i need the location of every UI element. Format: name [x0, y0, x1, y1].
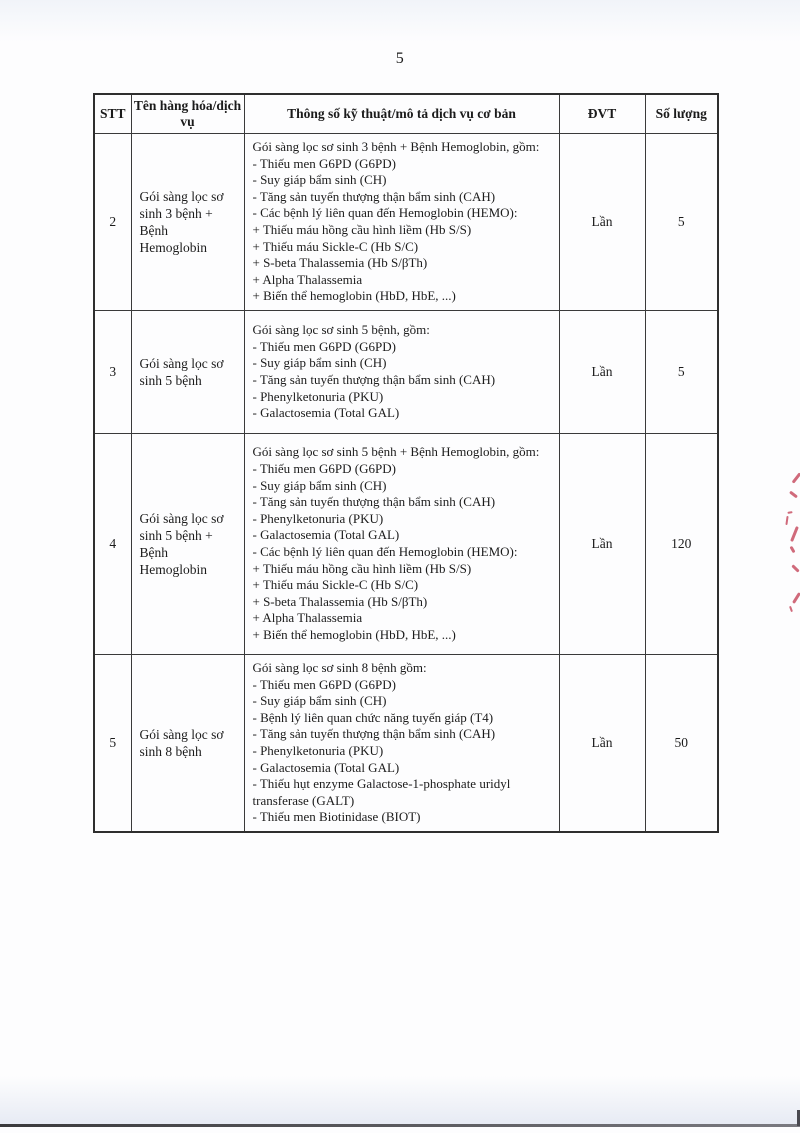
page-number: 5 [395, 50, 405, 67]
header-stt: STT [94, 94, 131, 134]
row-unit: Lần [559, 654, 645, 831]
row-stt: 2 [94, 134, 131, 311]
header-unit: ĐVT [559, 94, 645, 134]
spec-line: - Phenylketonuria (PKU) [252, 388, 384, 404]
spec-line: - Thiếu men G6PD (G6PD) [252, 460, 396, 476]
row-quantity: 50 [645, 654, 718, 831]
spec-line: - Các bệnh lý liên quan đến Hemoglobin (HEMO): [252, 205, 518, 221]
spec-line: + S-beta Thalassemia (Hb S/βTh) [252, 593, 428, 609]
spec-line: - Suy giáp bẩm sinh (CH) [252, 693, 387, 709]
spec-line: - Các bệnh lý liên quan đến Hemoglobin (HEMO): [252, 543, 518, 559]
row-quantity: 120 [645, 433, 718, 654]
red-mark [789, 546, 795, 554]
spec-line: + Alpha Thalassemia [252, 610, 363, 626]
row-spec [244, 654, 559, 831]
spec-line: Gói sàng lọc sơ sinh 5 bệnh, gồm: [252, 322, 430, 338]
red-mark [789, 606, 793, 612]
row-name: Gói sàng lọc sơ sinh 3 bệnh + Bệnh Hemoglobin [131, 134, 244, 311]
header-spec: Thông số kỹ thuật/mô tả dịch vụ cơ bản [244, 94, 559, 134]
spec-line: - Galactosemia (Total GAL) [252, 527, 400, 543]
row-name: Gói sàng lọc sơ sinh 5 bệnh [131, 310, 244, 433]
spec-line: + S-beta Thalassemia (Hb S/βTh) [252, 255, 428, 271]
spec-line: - Tăng sản tuyến thượng thận bẩm sinh (CAH) [252, 726, 496, 742]
row-quantity: 5 [645, 310, 718, 433]
red-mark [785, 516, 788, 525]
row-name: Gói sàng lọc sơ sinh 8 bệnh [131, 654, 244, 831]
table-row [94, 134, 718, 311]
spec-line: + Thiếu máu Sickle-C (Hb S/C) [252, 577, 419, 593]
header-qty: Số lượng [645, 94, 718, 134]
red-mark [790, 526, 799, 542]
red-mark [792, 472, 800, 483]
row-unit: Lần [559, 310, 645, 433]
spec-line: Gói sàng lọc sơ sinh 5 bệnh + Bệnh Hemoglobin, gồm: [252, 444, 540, 460]
red-handwriting-marks [774, 466, 800, 618]
spec-line: + Thiếu máu Sickle-C (Hb S/C) [252, 238, 419, 254]
spec-line: - Tăng sản tuyến thượng thận bẩm sinh (CAH) [252, 188, 496, 204]
row-unit: Lần [559, 433, 645, 654]
row-spec [244, 134, 559, 311]
table-header-row [94, 94, 718, 134]
spec-line: - Suy giáp bẩm sinh (CH) [252, 172, 387, 188]
row-stt: 3 [94, 310, 131, 433]
row-stt: 4 [94, 433, 131, 654]
spec-line: - Suy giáp bẩm sinh (CH) [252, 355, 387, 371]
spec-line: - Bệnh lý liên quan chức năng tuyến giáp (T4) [252, 709, 494, 725]
spec-line: - Galactosemia (Total GAL) [252, 759, 400, 775]
spec-line: + Thiếu máu hồng cầu hình liềm (Hb S/S) [252, 221, 472, 237]
red-mark [789, 491, 798, 499]
table-row [94, 310, 718, 433]
spec-line: - Tăng sản tuyến thượng thận bẩm sinh (CAH) [252, 494, 496, 510]
red-mark [791, 564, 799, 572]
spec-line: - Tăng sản tuyến thượng thận bẩm sinh (CAH) [252, 371, 496, 387]
row-spec [244, 310, 559, 433]
spec-line: - Phenylketonuria (PKU) [252, 510, 384, 526]
header-name: Tên hàng hóa/dịch vụ [131, 94, 244, 134]
row-quantity: 5 [645, 134, 718, 311]
spec-line: + Biến thể hemoglobin (HbD, HbE, ...) [252, 288, 456, 304]
spec-line: Gói sàng lọc sơ sinh 8 bệnh gồm: [252, 659, 427, 675]
red-mark [787, 511, 792, 514]
spec-line: Gói sàng lọc sơ sinh 3 bệnh + Bệnh Hemoglobin, gồm: [252, 139, 540, 154]
spec-line: - Galactosemia (Total GAL) [252, 405, 400, 421]
spec-line: + Biến thể hemoglobin (HbD, HbE, ...) [252, 626, 456, 642]
spec-line: + Thiếu máu hồng cầu hình liềm (Hb S/S) [252, 560, 472, 576]
red-mark [792, 592, 800, 604]
row-spec [244, 433, 559, 654]
row-unit: Lần [559, 134, 645, 311]
table-row [94, 433, 718, 654]
scan-tint-top [0, 0, 800, 42]
table-row [94, 654, 718, 831]
spec-line: - Thiếu men G6PD (G6PD) [252, 676, 396, 692]
service-table [93, 93, 719, 833]
scan-tint-bottom [0, 1076, 800, 1124]
spec-line: - Suy giáp bẩm sinh (CH) [252, 477, 387, 493]
spec-line: - Thiếu men G6PD (G6PD) [252, 155, 396, 171]
row-name: Gói sàng lọc sơ sinh 5 bệnh + Bệnh Hemoglobin [131, 433, 244, 654]
spec-line: + Alpha Thalassemia [252, 271, 363, 287]
spec-line: - Thiếu hụt enzyme Galactose-1-phosphate uridyl transferase (GALT) [252, 776, 511, 808]
spec-line: - Phenylketonuria (PKU) [252, 742, 384, 758]
scan-edge-line [0, 1124, 800, 1127]
spec-line: - Thiếu men Biotinidase (BIOT) [252, 809, 421, 825]
row-stt: 5 [94, 654, 131, 831]
spec-line: - Thiếu men G6PD (G6PD) [252, 338, 396, 354]
